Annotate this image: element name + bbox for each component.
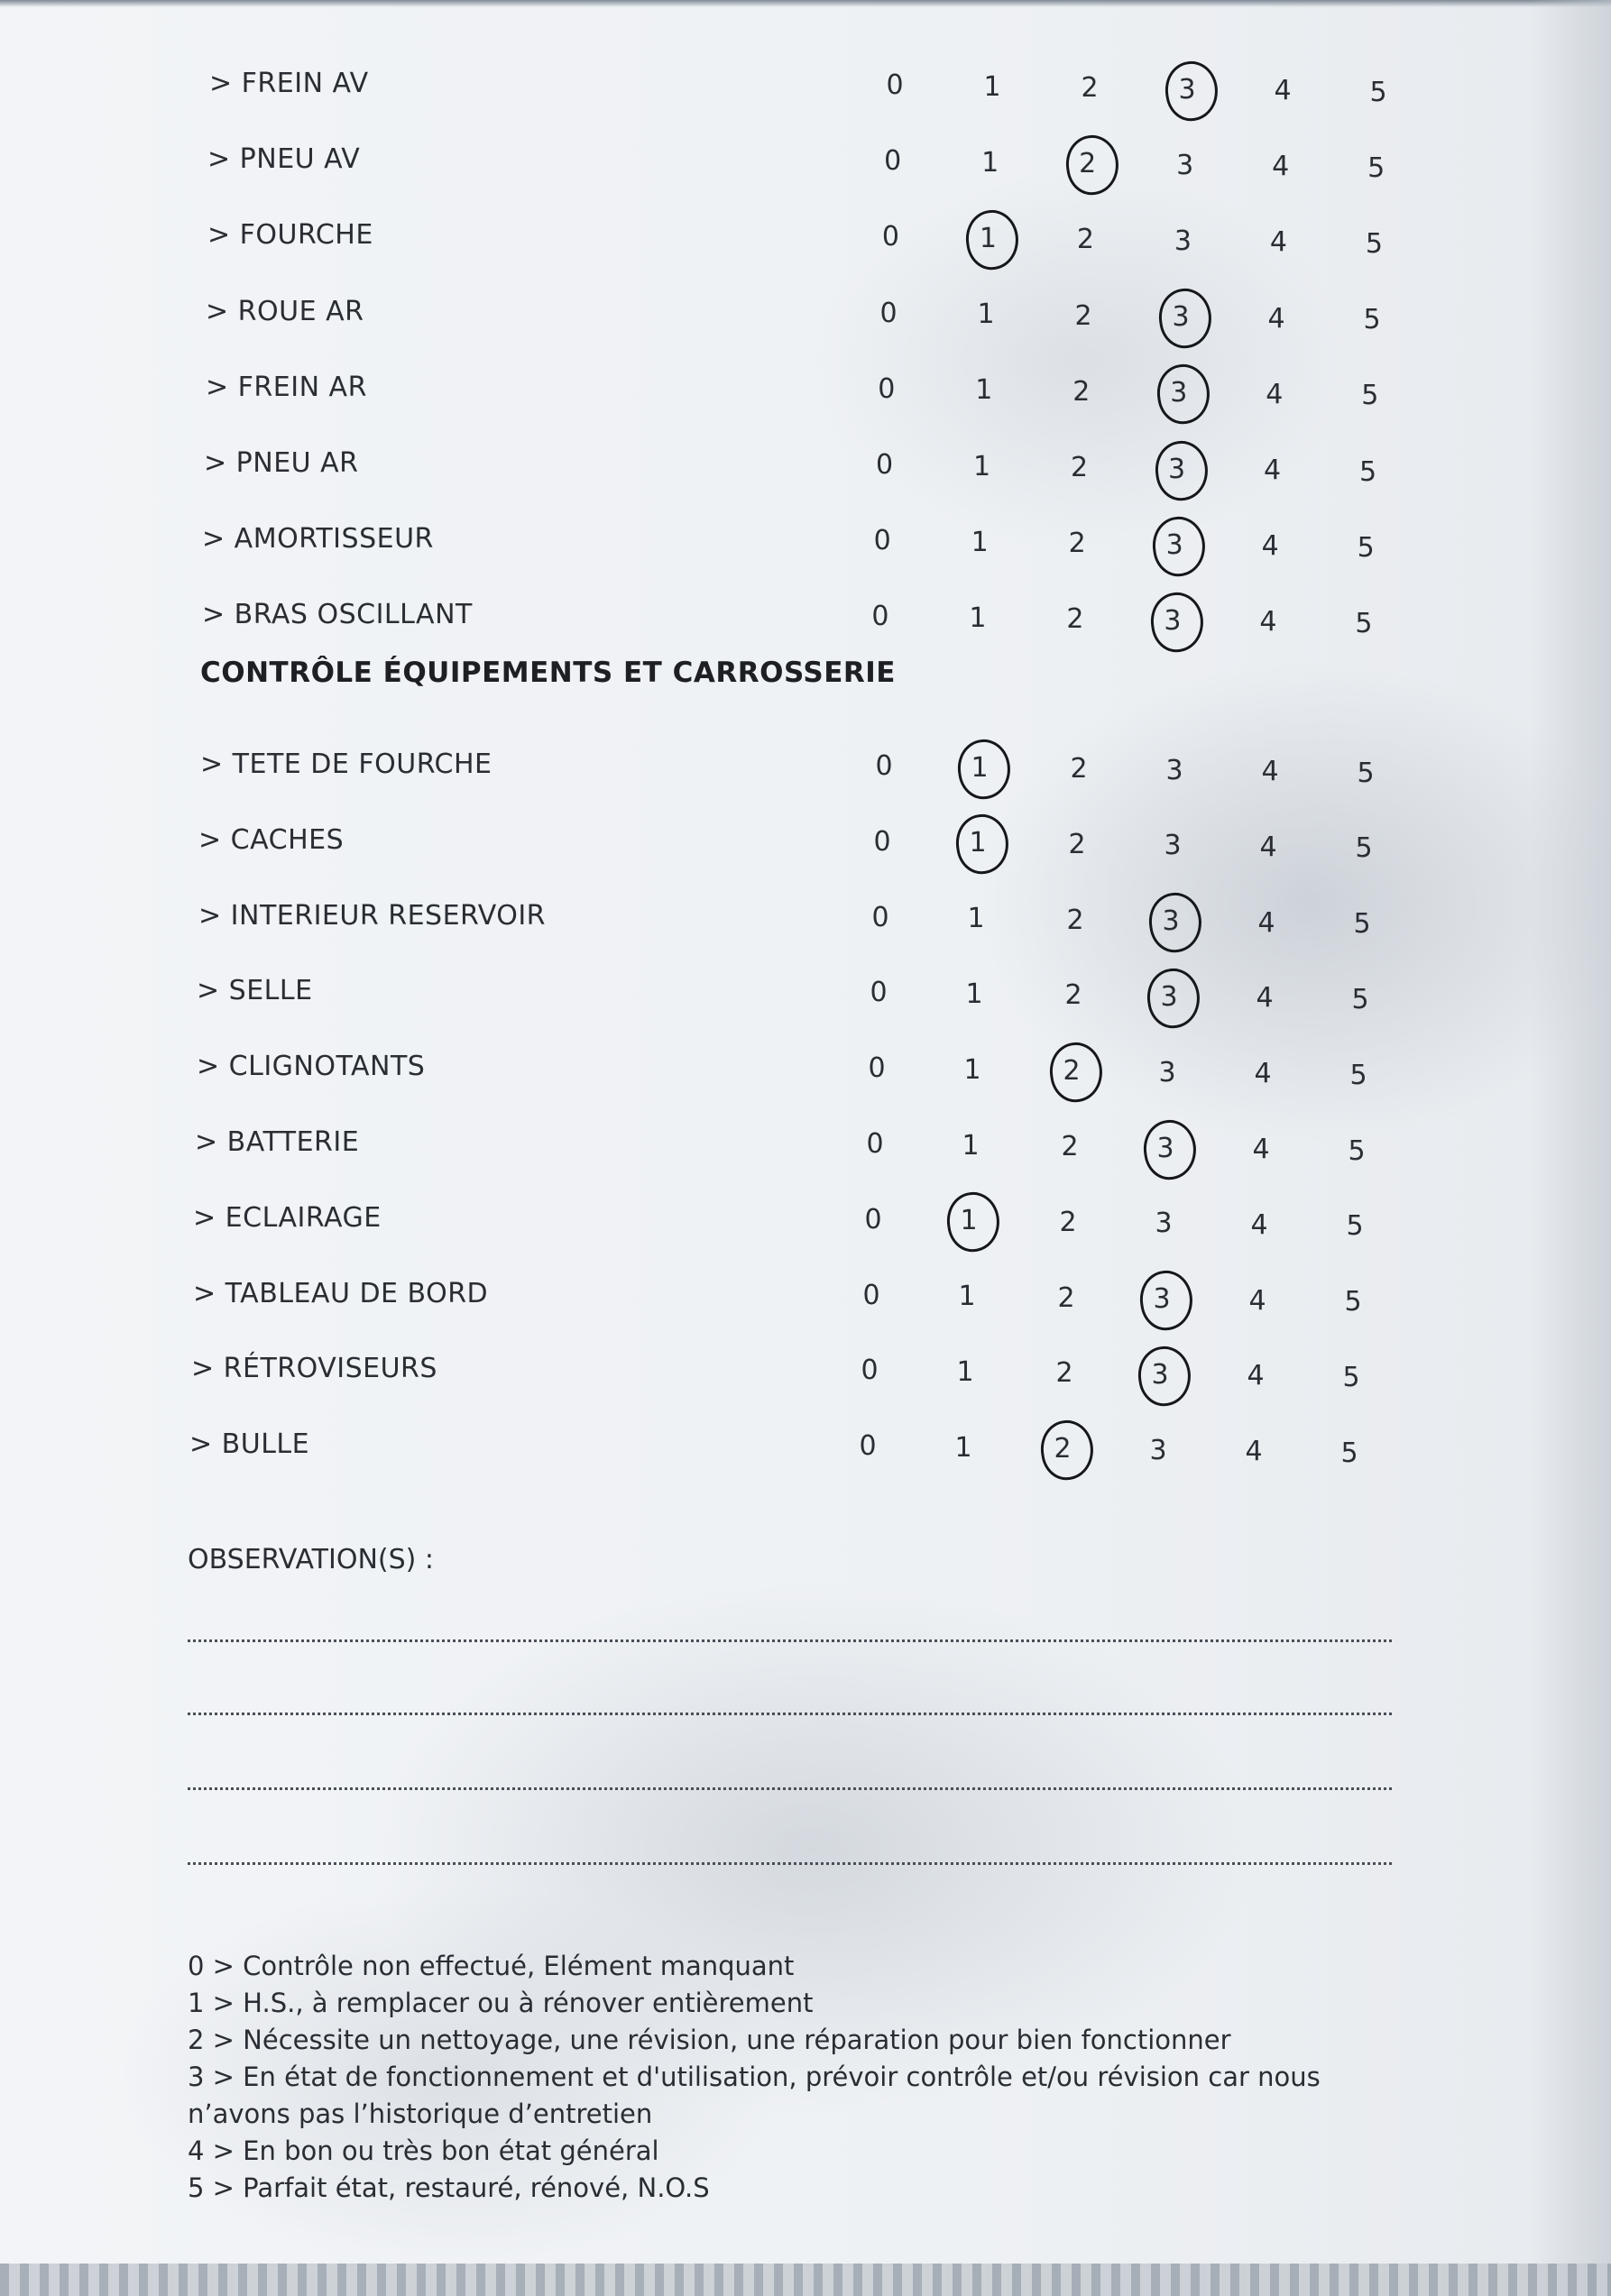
item-label: > FREIN AV bbox=[209, 68, 369, 99]
rating-option-1[interactable]: 1 bbox=[956, 1355, 974, 1388]
rating-option-4[interactable]: 4 bbox=[1269, 226, 1287, 259]
rating-option-0[interactable]: 0 bbox=[868, 1052, 886, 1085]
item-label: > FREIN AR bbox=[206, 371, 367, 403]
rating-option-0[interactable]: 0 bbox=[866, 1128, 884, 1160]
rating-option-3[interactable]: 3 bbox=[1149, 1434, 1167, 1466]
rating-option-0[interactable]: 0 bbox=[871, 601, 889, 633]
rating-option-0[interactable]: 0 bbox=[881, 221, 899, 253]
rating-option-4[interactable]: 4 bbox=[1261, 756, 1279, 787]
rating-option-2[interactable]: 2 bbox=[1057, 1281, 1075, 1314]
item-label: > BRAS OSCILLANT bbox=[202, 599, 473, 631]
rating-option-1[interactable]: 1 bbox=[952, 221, 1024, 257]
rating-option-2[interactable]: 2 bbox=[1055, 1357, 1073, 1390]
rating-option-4[interactable]: 4 bbox=[1254, 1058, 1272, 1090]
rating-option-0[interactable]: 0 bbox=[864, 1203, 882, 1235]
rating-option-4[interactable]: 4 bbox=[1256, 982, 1274, 1015]
legend-item-1: 1 > H.S., à remplacer ou à rénover entièrement bbox=[188, 1988, 814, 2018]
rating-option-5[interactable]: 5 bbox=[1348, 1134, 1366, 1167]
item-label: > ROUE AR bbox=[206, 295, 364, 327]
observation-line[interactable] bbox=[188, 1862, 1392, 1865]
rating-option-4[interactable]: 4 bbox=[1274, 75, 1292, 106]
rating-option-1[interactable]: 1 bbox=[962, 1129, 980, 1162]
rating-option-2[interactable]: 2 bbox=[1052, 146, 1124, 182]
rating-option-5[interactable]: 5 bbox=[1355, 607, 1373, 639]
rating-option-3[interactable]: 3 bbox=[1145, 299, 1217, 335]
rating-option-5[interactable]: 5 bbox=[1357, 757, 1375, 789]
rating-option-0[interactable]: 0 bbox=[870, 977, 888, 1009]
rating-option-0[interactable]: 0 bbox=[861, 1355, 879, 1387]
observation-line[interactable] bbox=[188, 1639, 1392, 1642]
rating-option-2[interactable]: 2 bbox=[1066, 904, 1084, 936]
rating-option-4[interactable]: 4 bbox=[1266, 378, 1284, 410]
rating-option-3[interactable]: 3 bbox=[1135, 904, 1207, 940]
rating-option-5[interactable]: 5 bbox=[1369, 76, 1387, 108]
rating-option-0[interactable]: 0 bbox=[871, 901, 889, 933]
rating-option-2[interactable]: 2 bbox=[1070, 753, 1088, 785]
rating-option-5[interactable]: 5 bbox=[1357, 531, 1375, 564]
rating-option-2[interactable]: 2 bbox=[1068, 828, 1086, 860]
rating-option-1[interactable]: 1 bbox=[963, 1053, 981, 1086]
item-label: > FOURCHE bbox=[207, 219, 373, 252]
legend-item-4: 4 > En bon ou très bon état général bbox=[188, 2135, 659, 2166]
rating-option-4[interactable]: 4 bbox=[1247, 1360, 1265, 1392]
rating-option-1[interactable]: 1 bbox=[944, 750, 1016, 786]
rating-option-2[interactable]: 2 bbox=[1036, 1053, 1108, 1089]
top-edge bbox=[0, 0, 1611, 7]
rating-option-2[interactable]: 2 bbox=[1068, 528, 1086, 560]
rating-option-4[interactable]: 4 bbox=[1259, 606, 1277, 638]
rating-option-4[interactable]: 4 bbox=[1272, 151, 1290, 183]
item-label: > ECLAIRAGE bbox=[193, 1201, 382, 1234]
rating-option-4[interactable]: 4 bbox=[1245, 1436, 1263, 1468]
rating-option-3[interactable]: 3 bbox=[1124, 1357, 1196, 1393]
rating-option-3[interactable]: 3 bbox=[1129, 1131, 1201, 1167]
rating-option-4[interactable]: 4 bbox=[1248, 1284, 1266, 1317]
rating-option-5[interactable]: 5 bbox=[1365, 227, 1383, 260]
rating-option-1[interactable]: 1 bbox=[965, 978, 983, 1010]
item-label: > PNEU AV bbox=[207, 143, 361, 176]
rating-option-3[interactable]: 3 bbox=[1138, 528, 1211, 564]
rating-option-1[interactable]: 1 bbox=[969, 602, 987, 634]
rating-option-5[interactable]: 5 bbox=[1351, 983, 1369, 1015]
item-label: > AMORTISSEUR bbox=[202, 523, 434, 556]
legend-item-5: 5 > Parfait état, restauré, rénové, N.O.S bbox=[188, 2172, 710, 2203]
rating-option-3[interactable]: 3 bbox=[1164, 830, 1182, 862]
legend-item-0: 0 > Contrôle non effectué, Elément manquant bbox=[188, 1951, 795, 1981]
rating-option-2[interactable]: 2 bbox=[1066, 603, 1084, 636]
rating-option-5[interactable]: 5 bbox=[1342, 1361, 1360, 1393]
rating-option-3[interactable]: 3 bbox=[1133, 979, 1205, 1015]
rating-option-4[interactable]: 4 bbox=[1261, 530, 1279, 563]
rating-option-1[interactable]: 1 bbox=[983, 70, 1001, 103]
rating-option-2[interactable]: 2 bbox=[1081, 72, 1099, 104]
rating-option-1[interactable]: 1 bbox=[958, 1281, 976, 1313]
rating-option-3[interactable]: 3 bbox=[1176, 149, 1194, 181]
rating-option-4[interactable]: 4 bbox=[1263, 455, 1282, 486]
rating-option-2[interactable]: 2 bbox=[1070, 452, 1089, 483]
rating-option-0[interactable]: 0 bbox=[873, 825, 891, 858]
item-label: > CLIGNOTANTS bbox=[197, 1051, 426, 1083]
rating-option-1[interactable]: 1 bbox=[975, 374, 993, 407]
rating-option-5[interactable]: 5 bbox=[1355, 832, 1373, 865]
rating-option-0[interactable]: 0 bbox=[873, 525, 891, 557]
rating-option-1[interactable]: 1 bbox=[954, 1431, 972, 1464]
rating-option-3[interactable]: 3 bbox=[1158, 1056, 1176, 1088]
item-label: > INTERIEUR RESERVOIR bbox=[198, 899, 547, 932]
section-heading-equipment: CONTRÔLE ÉQUIPEMENTS ET CARROSSERIE bbox=[200, 657, 896, 689]
observations-title: OBSERVATION(S) : bbox=[188, 1544, 434, 1575]
rating-option-4[interactable]: 4 bbox=[1252, 1134, 1270, 1165]
rating-option-5[interactable]: 5 bbox=[1353, 908, 1371, 941]
rating-option-0[interactable]: 0 bbox=[859, 1430, 877, 1463]
rating-option-0[interactable]: 0 bbox=[878, 372, 896, 405]
item-label: > TETE DE FOURCHE bbox=[200, 748, 493, 780]
rating-option-5[interactable]: 5 bbox=[1346, 1210, 1364, 1243]
rating-option-2[interactable]: 2 bbox=[1064, 979, 1082, 1012]
rating-option-1[interactable]: 1 bbox=[942, 825, 1014, 861]
item-label: > TABLEAU DE BORD bbox=[193, 1277, 489, 1309]
observation-line[interactable] bbox=[188, 1787, 1392, 1790]
rating-option-2[interactable]: 2 bbox=[1059, 1206, 1077, 1238]
rating-option-1[interactable]: 1 bbox=[933, 1203, 1005, 1239]
item-label: > PNEU AR bbox=[204, 447, 359, 479]
item-label: > BATTERIE bbox=[195, 1126, 360, 1158]
rating-option-4[interactable]: 4 bbox=[1267, 302, 1285, 335]
rating-option-0[interactable]: 0 bbox=[879, 297, 898, 329]
legend-item-3: 3 > En état de fonctionnement et d'utilisation, prévoir contrôle et/ou révision car nous n’avons pas l’historique d’entretien bbox=[188, 2062, 1321, 2129]
rating-option-3[interactable]: 3 bbox=[1174, 225, 1192, 257]
rating-option-3[interactable]: 3 bbox=[1165, 754, 1183, 786]
rating-option-5[interactable]: 5 bbox=[1367, 152, 1385, 184]
rating-option-5[interactable]: 5 bbox=[1363, 304, 1381, 336]
rating-option-1[interactable]: 1 bbox=[967, 903, 985, 935]
rating-option-3[interactable]: 3 bbox=[1141, 452, 1213, 488]
rating-option-2[interactable]: 2 bbox=[1072, 375, 1091, 408]
rating-option-5[interactable]: 5 bbox=[1358, 455, 1377, 488]
rating-option-2[interactable]: 2 bbox=[1026, 1431, 1099, 1467]
item-label: > CACHES bbox=[198, 823, 345, 856]
rating-option-0[interactable]: 0 bbox=[886, 69, 904, 101]
observation-line[interactable] bbox=[188, 1713, 1392, 1715]
rating-option-1[interactable]: 1 bbox=[972, 450, 991, 482]
rating-option-4[interactable]: 4 bbox=[1257, 906, 1275, 939]
rating-option-5[interactable]: 5 bbox=[1344, 1286, 1362, 1318]
rating-option-3[interactable]: 3 bbox=[1143, 375, 1215, 411]
rating-option-2[interactable]: 2 bbox=[1076, 224, 1094, 256]
rating-option-4[interactable]: 4 bbox=[1250, 1208, 1268, 1241]
item-label: > RÉTROVISEURS bbox=[191, 1353, 437, 1385]
sleeve-edge bbox=[1530, 0, 1611, 2296]
rating-option-3[interactable]: 3 bbox=[1155, 1208, 1173, 1240]
rating-option-3[interactable]: 3 bbox=[1151, 72, 1223, 108]
rating-option-2[interactable]: 2 bbox=[1061, 1131, 1079, 1162]
item-label: > SELLE bbox=[197, 975, 313, 1007]
rating-option-1[interactable]: 1 bbox=[977, 298, 995, 331]
rating-option-0[interactable]: 0 bbox=[875, 449, 894, 481]
rating-option-1[interactable]: 1 bbox=[981, 146, 999, 179]
rating-option-4[interactable]: 4 bbox=[1259, 831, 1277, 863]
rating-option-5[interactable]: 5 bbox=[1361, 380, 1379, 412]
rating-option-0[interactable]: 0 bbox=[862, 1279, 880, 1311]
rating-option-2[interactable]: 2 bbox=[1074, 299, 1092, 332]
rating-option-5[interactable]: 5 bbox=[1340, 1437, 1358, 1469]
rating-option-0[interactable]: 0 bbox=[884, 145, 902, 178]
rating-option-5[interactable]: 5 bbox=[1349, 1059, 1367, 1091]
item-label: > BULLE bbox=[189, 1428, 310, 1461]
legend-item-2: 2 > Nécessite un nettoyage, une révision, une réparation pour bien fonctionner bbox=[188, 2025, 1231, 2055]
rating-option-3[interactable]: 3 bbox=[1126, 1281, 1198, 1318]
sleeve-binding-holes bbox=[0, 2264, 1611, 2296]
rating-option-1[interactable]: 1 bbox=[971, 526, 989, 558]
rating-legend bbox=[188, 1948, 1387, 2207]
rating-option-0[interactable]: 0 bbox=[875, 750, 893, 782]
rating-option-3[interactable]: 3 bbox=[1137, 603, 1209, 639]
